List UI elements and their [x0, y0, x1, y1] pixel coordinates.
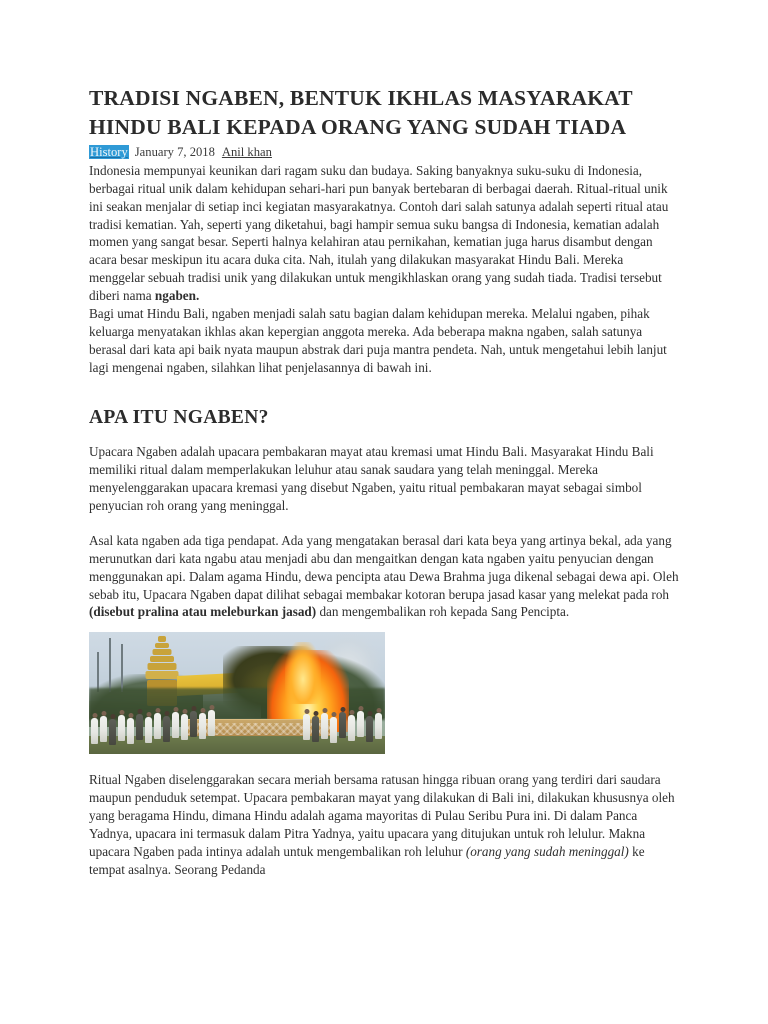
paragraph-meaning: Bagi umat Hindu Bali, ngaben menjadi salah satu bagian dalam kehidupan mereka. Melalui ngaben, pihak keluarga menyatakan ikhlas akan kepergian anggota mereka. Ada beberapa makna ngaben, salah satunya berasal dari kata api baik nyata maupun abstrak dari puja mantra pendeta. Nah, untuk mengetahui lebih lanjut lagi mengenai ngaben, silahkan lihat penjelasannya di bawah ini.	[89, 305, 667, 375]
paragraph-ritual	[89, 771, 680, 878]
photo-fire-core	[285, 642, 321, 704]
author-link[interactable]: Anil khan	[221, 145, 272, 160]
category-link-history[interactable]: History	[90, 145, 128, 160]
photo-mast-2	[121, 644, 123, 692]
publish-date: January 7, 2018	[134, 145, 215, 160]
paragraph-ritual-text-a: Ritual Ngaben diselenggarakan secara meriah bersama ratusan hingga ribuan orang yang terdiri dari saudara maupun penduduk setempat. Upacara pembakaran mayat yang dilakukan di Bali ini, dilakukan khususnya oleh yang beragama Hindu, dimana Hindu adalah agama mayoritas di Pulau Seribu Pura ini. Di dalam Panca Yadnya, upacara ini termasuk dalam Pitra Yadnya, yaitu upacara yang ditujukan untuk roh lelulur. Makna upacara Ngaben pada intinya adalah untuk mengembalikan roh leluhur	[89, 772, 675, 859]
ngaben-ceremony-photo	[89, 632, 385, 754]
byline	[89, 145, 680, 161]
page-title: TRADISI NGABEN, BENTUK IKHLAS MASYARAKAT HINDU BALI KEPADA ORANG YANG SUDAH TIADA	[89, 86, 633, 139]
paragraph-ritual-text-b: ke tempat asalnya. Seorang Pedanda	[89, 843, 645, 877]
section-heading-apa-itu-ngaben: APA ITU NGABEN?	[89, 407, 269, 429]
paragraph-etymology-text-a: Asal kata ngaben ada tiga pendapat. Ada yang mengatakan berasal dari kata beya yang artinya bekal, ada yang merunutkan dari kata ngabu atau menjadi abu dan mengaitkan dengan kata ngaben yaitu penyucian dengan menggunakan api. Dalam agama Hindu, dewa pencipta atau Dewa Brahma juga dikenal sebagai dewa api. Oleh sebab itu, Upacara Ngaben dapat dilihat sebagai membakar kotoran berupa jasad kasar yang melekat pada roh	[89, 532, 679, 602]
photo-crowd	[89, 702, 385, 746]
photo-mast-3	[97, 652, 99, 692]
paragraph-definition: Upacara Ngaben adalah upacara pembakaran mayat atau kremasi umat Hindu Bali. Masyarakat Hindu Bali memiliki ritual dalam memperlakukan leluhur atau sanak saudara yang telah meninggal. Mereka menyelenggarakan upacara kremasi yang disebut Ngaben, yaitu ritual pembakaran mayat sebagai simbol penyucian roh orang yang meninggal.	[89, 444, 654, 514]
paragraph-etymology	[89, 532, 680, 621]
photo-mast-1	[109, 638, 111, 692]
paragraph-etymology-text-b: dan mengembalikan roh kepada Sang Pencipta.	[316, 604, 570, 620]
paragraph-intro	[89, 162, 680, 305]
paragraph-ritual-emphasis: (orang yang sudah meninggal)	[465, 843, 629, 859]
article-photo-figure	[89, 632, 385, 754]
paragraph-etymology-emphasis: (disebut pralina atau meleburkan jasad)	[89, 604, 317, 620]
paragraph-intro-text: Indonesia mempunyai keunikan dari ragam suku dan budaya. Saking banyaknya suku-suku di Indonesia, berbagai ritual unik dalam kehidupan sehari-hari pun banyak bertebaran di berbagai daerah. Ritual-ritual unik ini seakan menjalar di setiap inci kegiatan masyarakatnya. Contoh dari salah satunya adalah seperti ritual atau tradisi kematian. Yah, seperti yang diketahui, bagi hampir semua suku bangsa di Indonesia, kematian adalah momen yang sangat besar. Seperti halnya kelahiran atau pernikahan, kematian juga harus disambut dengan acara besar meskipun itu acara duka cita. Nah, itulah yang dilakukan masyarakat Hindu Bali. Mereka menggelar sebuah tradisi unik yang dilakukan untuk mengikhlaskan orang yang sudah tiada. Tradisi tersebut diberi nama	[89, 162, 669, 304]
paragraph-intro-emphasis: ngaben.	[154, 288, 200, 304]
